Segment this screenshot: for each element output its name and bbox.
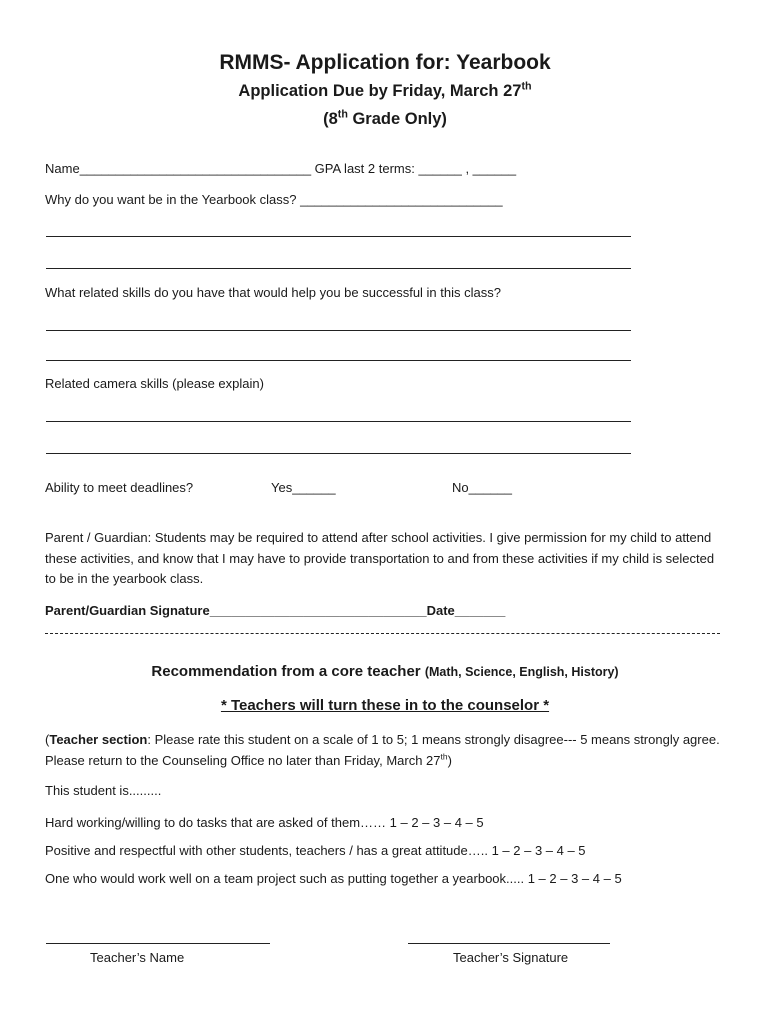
teacher-name-caption: Teacher’s Name [90,950,185,965]
grade-line [0,108,770,130]
name-label: Name [45,161,80,176]
why-answer-line-2[interactable] [46,268,631,269]
teacher-section-label: Teacher section [49,732,148,747]
grade-open: (8 [323,110,338,128]
deadlines-yes[interactable]: Yes______ [271,480,336,495]
skills-answer-line-1[interactable] [46,330,631,331]
criterion-hard-working[interactable]: Hard working/willing to do tasks that are asked of them…… 1 – 2 – 3 – 4 – 5 [45,815,484,830]
teacher-signature-line[interactable] [408,943,610,944]
deadlines-no[interactable]: No______ [452,480,512,495]
this-student-label: This student is......... [45,783,162,798]
form-title: RMMS- Application for: Yearbook [219,51,551,74]
name-blank[interactable]: ________________________________ [79,161,312,176]
teacher-section-sup: th [440,751,448,762]
camera-answer-line-1[interactable] [46,421,631,422]
grade-sup: th [337,108,348,121]
teacher-section-text: : Please rate this student on a scale of 1 to 5; 1 means strongly disagree--- 5 means strongly agree. Please return to the Counseling Office no later than Friday, March 27 [45,732,720,768]
teacher-section-instructions [45,730,725,771]
criterion-respectful[interactable]: Positive and respectful with other students, teachers / has a great attitude….. 1 – 2 – 3 – 4 – 5 [45,843,586,858]
counselor-note: * Teachers will turn these in to the counselor * [220,697,550,714]
recommendation-title [0,662,770,682]
recommendation-heading: Recommendation from a core teacher [151,663,421,680]
due-date-text: Application Due by Friday, March 27 [238,82,522,100]
parent-statement: Parent / Guardian: Students may be required to attend after school activities. I give permission for my child to attend these activities, and know that I may have to provide transportation to and from these activities if my child is selected to be in the yearbook class. [45,530,715,586]
why-answer-line-1[interactable] [46,236,631,237]
camera-question: Related camera skills (please explain) [45,376,264,391]
name-gpa-line [45,161,516,177]
gpa-field[interactable]: GPA last 2 terms: ______ , ______ [314,161,517,176]
parent-signature-line[interactable]: Parent/Guardian Signature______________________________Date_______ [45,603,506,618]
deadlines-label: Ability to meet deadlines? [45,480,194,495]
grade-close: Grade Only) [347,110,447,128]
criterion-teamwork[interactable]: One who would work well on a team project such as putting together a yearbook..... 1 – 2 – 3 – 4 – 5 [45,871,622,886]
section-divider [45,633,720,634]
section-close: ) [447,752,452,768]
skills-question: What related skills do you have that would help you be successful in this class? [45,285,501,300]
why-question[interactable]: Why do you want be in the Yearbook class? ____________________________ [45,192,503,207]
recommendation-subjects: (Math, Science, English, History) [424,665,619,679]
due-date-line [0,80,770,102]
skills-answer-line-2[interactable] [46,360,631,361]
camera-answer-line-2[interactable] [46,453,631,454]
teacher-signature-caption: Teacher’s Signature [453,950,569,965]
section-open: ( [45,732,50,747]
teacher-name-line[interactable] [46,943,270,944]
due-date-sup: th [521,80,532,93]
